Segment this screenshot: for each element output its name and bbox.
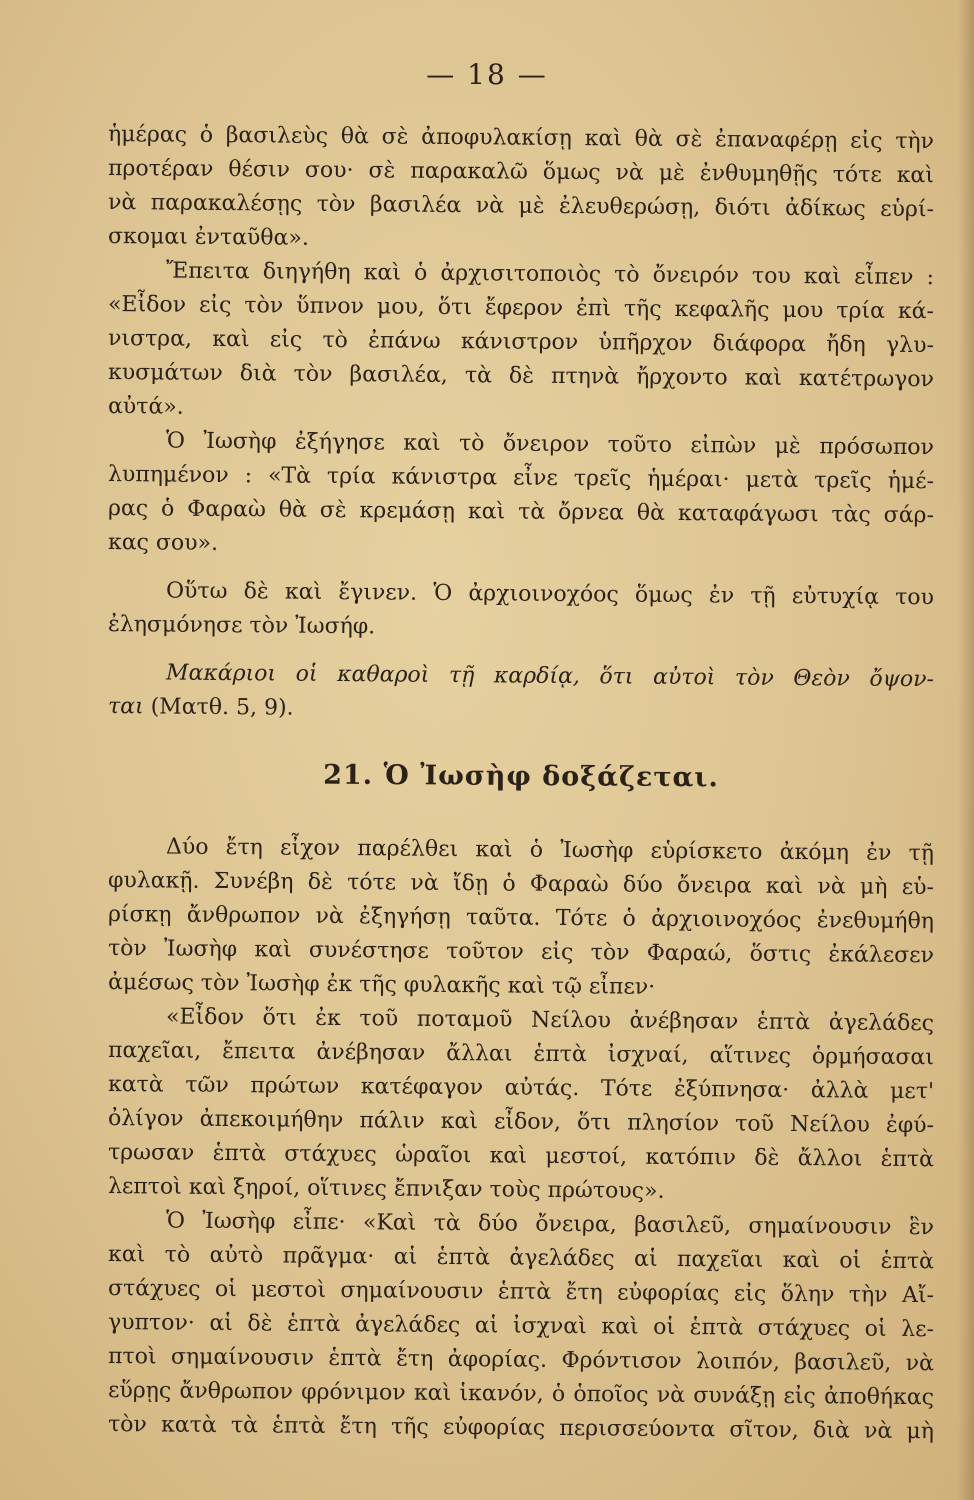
text-line: ρας ὁ Φαραὼ θὰ σὲ κρεμάσῃ καὶ τὰ ὄρνεα θὰ καταφάγωσι τὰς σάρ- — [107, 496, 935, 529]
page-number: — 18 — — [426, 58, 548, 91]
text-line: ἡμέρας ὁ βασιλεὺς θὰ σὲ ἀποφυλακίσῃ καὶ θὰ σὲ ἐπαναφέρῃ εἰς τὴν — [107, 122, 935, 155]
text-line: ὀλίγον ἀπεκοιμήθην πάλιν καὶ εἶδον, ὅτι πλησίον τοῦ Νείλου ἐφύ- — [107, 1106, 935, 1139]
text-line: «Εἶδον ὅτι ἐκ τοῦ ποταμοῦ Νείλου ἀνέβησαν ἑπτὰ ἀγελάδες — [165, 1004, 935, 1037]
text-line: παχεῖαι, ἔπειτα ἀνέβησαν ἄλλαι ἑπτὰ ἰσχναί, αἵτινες ὁρμήσασαι — [107, 1038, 935, 1071]
page-text — [107, 118, 935, 1445]
paragraph — [108, 830, 934, 1000]
text-line: «Εἶδον εἰς τὸν ὕπνον μου, ὅτι ἔφερον ἐπὶ τῆς κεφαλῆς μου τρία κά- — [107, 292, 935, 325]
paragraph — [107, 1204, 935, 1445]
text-line: Οὕτω δὲ καὶ ἔγινεν. Ὁ ἀρχιοινοχόος ὅμως ἐν τῇ εὐτυχίᾳ του — [165, 578, 935, 611]
text-line: γυπτον· αἱ δὲ ἑπτὰ ἀγελάδες αἱ ἰσχναὶ καὶ οἱ ἑπτὰ στάχυες οἱ λε- — [107, 1310, 935, 1343]
text-line: ἐλησμόνησε τὸν Ἰωσήφ. — [107, 612, 376, 640]
text-line: τρωσαν ἑπτὰ στάχυες ὡραῖοι καὶ μεστοί, κατόπιν δὲ ἄλλοι ἑπτὰ — [107, 1140, 935, 1173]
paragraph — [108, 1000, 934, 1204]
text-line: νιστρα, καὶ εἰς τὸ ἐπάνω κάνιστρον ὑπῆρχον διάφορα ἤδη γλυ- — [107, 326, 935, 359]
paragraph — [108, 118, 934, 254]
text-line: προτέραν θέσιν σου· σὲ παρακαλῶ ὅμως νὰ μὲ ἐνθυμηθῇς τότε καὶ — [107, 156, 935, 189]
text-line: στάχυες οἱ μεστοὶ σημαίνουσιν ἑπτὰ ἔτη εὐφορίας εἰς ὅλην τὴν Αἴ- — [107, 1276, 935, 1309]
chapter-heading: 21. Ὁ Ἰωσὴφ δοξάζεται. — [323, 759, 719, 794]
text-line: κυσμάτων διὰ τὸν βασιλέα, τὰ δὲ πτηνὰ ἤρχοντο καὶ κατέτρωγον — [107, 360, 935, 393]
text-line: πτοὶ σημαίνουσιν ἑπτὰ ἔτη ἀφορίας. Φρόντισον λοιπόν, βασιλεῦ, νὰ — [107, 1344, 935, 1377]
text-line: εὕρῃς ἄνθρωπον φρόνιμον καὶ ἱκανόν, ὁ ὁποῖος νὰ συνάξῃ εἰς ἀποθήκας — [107, 1378, 935, 1411]
text-line: Ὁ Ἰωσὴφ εἶπε· «Καὶ τὰ δύο ὄνειρα, βασιλεῦ, σημαίνουσιν ἓν — [165, 1208, 935, 1241]
text-line: ρίσκῃ ἄνθρωπον νὰ ἐξηγήσῃ ταῦτα. Τότε ὁ ἀρχιοινοχόος ἐνεθυμήθη — [107, 902, 935, 935]
text-line: Ὁ Ἰωσὴφ ἐξήγησε καὶ τὸ ὄνειρον τοῦτο εἰπὼν μὲ πρόσωπον — [165, 428, 935, 461]
text-line: λυπημένον : «Τὰ τρία κάνιστρα εἶνε τρεῖς ἡμέραι· μετὰ τρεῖς ἡμέ- — [107, 462, 935, 495]
quote-ending: ται — [107, 694, 144, 720]
text-line: νὰ παρακαλέσῃς τὸν βασιλέα νὰ μὲ ἐλευθερώσῃ, διότι ἀδίκως εὑρί- — [107, 190, 935, 223]
text-line: τὸν Ἰωσὴφ καὶ συνέστησε τοῦτον εἰς τὸν Φαραώ, ὅστις ἐκάλεσεν — [107, 936, 935, 969]
quote-line: Μακάριοι οἱ καθαροὶ τῇ καρδίᾳ, ὅτι αὐτοὶ τὸν Θεὸν ὄψον- — [165, 660, 935, 693]
scripture-quote — [108, 656, 934, 724]
paragraph — [108, 574, 934, 642]
text-line: σκομαι ἐνταῦθα». — [107, 224, 310, 251]
text-line: ἀμέσως τὸν Ἰωσὴφ ἐκ τῆς φυλακῆς καὶ τῷ εἶπεν· — [107, 970, 656, 1000]
quote-reference: (Ματθ. 5, 9). — [143, 694, 294, 721]
quote-line — [108, 690, 934, 731]
text-line: φυλακῇ. Συνέβη δὲ τότε νὰ ἴδῃ ὁ Φαραὼ δύο ὄνειρα καὶ νὰ μὴ εὑ- — [107, 868, 935, 901]
text-line: τὸν κατὰ τὰ ἑπτὰ ἔτη τῆς εὐφορίας περισσεύοντα σῖτον, διὰ νὰ μὴ — [107, 1412, 935, 1445]
text-line: αὐτά». — [107, 394, 184, 420]
paragraph — [108, 424, 934, 560]
paragraph — [108, 254, 934, 424]
text-line: κατὰ τῶν πρώτων κατέφαγον αὐτάς. Τότε ἐξύπνησα· ἀλλὰ μετ' — [107, 1072, 935, 1105]
text-line: Ἔπειτα διηγήθη καὶ ὁ ἀρχισιτοποιὸς τὸ ὄνειρόν του καὶ εἶπεν : — [165, 258, 935, 291]
text-line: λεπτοὶ καὶ ξηροί, οἵτινες ἔπνιξαν τοὺς πρώτους». — [107, 1174, 665, 1204]
text-line: κας σου». — [107, 530, 219, 556]
text-line: Δύο ἔτη εἶχον παρέλθει καὶ ὁ Ἰωσὴφ εὑρίσκετο ἀκόμη ἐν τῇ — [165, 834, 935, 867]
text-line: καὶ τὸ αὐτὸ πρᾶγμα· αἱ ἑπτὰ ἀγελάδες αἱ παχεῖαι καὶ οἱ ἑπτὰ — [107, 1242, 935, 1275]
